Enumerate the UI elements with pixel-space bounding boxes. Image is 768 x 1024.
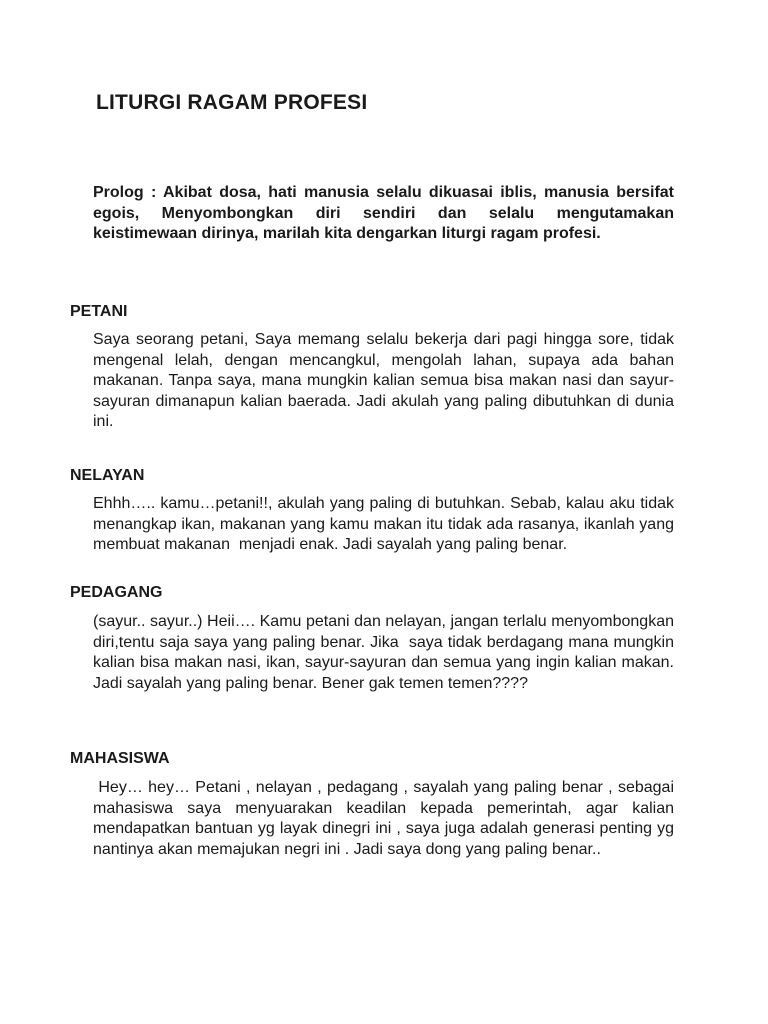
prolog-paragraph: Prolog : Akibat dosa, hati manusia selalu dikuasai iblis, manusia bersifat egois, Menyombongkan diri sendiri dan selalu mengutamakan keistimewaan dirinya, marilah kita dengarkan liturgi ragam profesi.: [93, 184, 674, 242]
section-heading-petani: PETANI: [70, 303, 128, 320]
section-text-pedagang: (sayur.. sayur..) Heii…. Kamu petani dan nelayan, jangan terlalu menyombongkan diri,tentu saja saya yang paling benar. Jika saya tidak berdagang mana mungkin kalian bisa makan nasi, ikan, sayur-sayuran dan semua yang ingin kalian makan. Jadi sayalah yang paling benar. Bener gak temen temen????: [93, 613, 679, 692]
section-text-mahasiswa: Hey… hey… Petani , nelayan , pedagang , sayalah yang paling benar , sebagai mahasiswa saya menyuarakan keadilan kepada pemerintah, agar kalian mendapatkan bantuan yg layak dinegri ini , saya juga adalah generasi penting yg nantinya akan memajukan negri ini . Jadi saya dong yang paling benar..: [93, 779, 679, 858]
section-heading-nelayan: NELAYAN: [70, 467, 145, 484]
section-heading-pedagang: PEDAGANG: [70, 584, 163, 601]
section-text-petani: Saya seorang petani, Saya memang selalu bekerja dari pagi hingga sore, tidak mengenal lelah, dengan mencangkul, mengolah lahan, supaya ada bahan makanan. Tanpa saya, mana mungkin kalian semua bisa makan nasi dan sayur-sayuran dimanapun kalian baerada. Jadi akulah yang paling dibutuhkan di dunia ini.: [93, 331, 679, 430]
section-heading-mahasiswa: MAHASISWA: [70, 750, 170, 767]
document-title: LITURGI RAGAM PROFESI: [96, 91, 368, 114]
section-text-nelayan: Ehhh….. kamu…petani!!, akulah yang paling di butuhkan. Sebab, kalau aku tidak menangkap ikan, makanan yang kamu makan itu tidak ada rasanya, ikanlah yang membuat makanan menjadi enak. Jadi sayalah yang paling benar.: [93, 495, 679, 553]
